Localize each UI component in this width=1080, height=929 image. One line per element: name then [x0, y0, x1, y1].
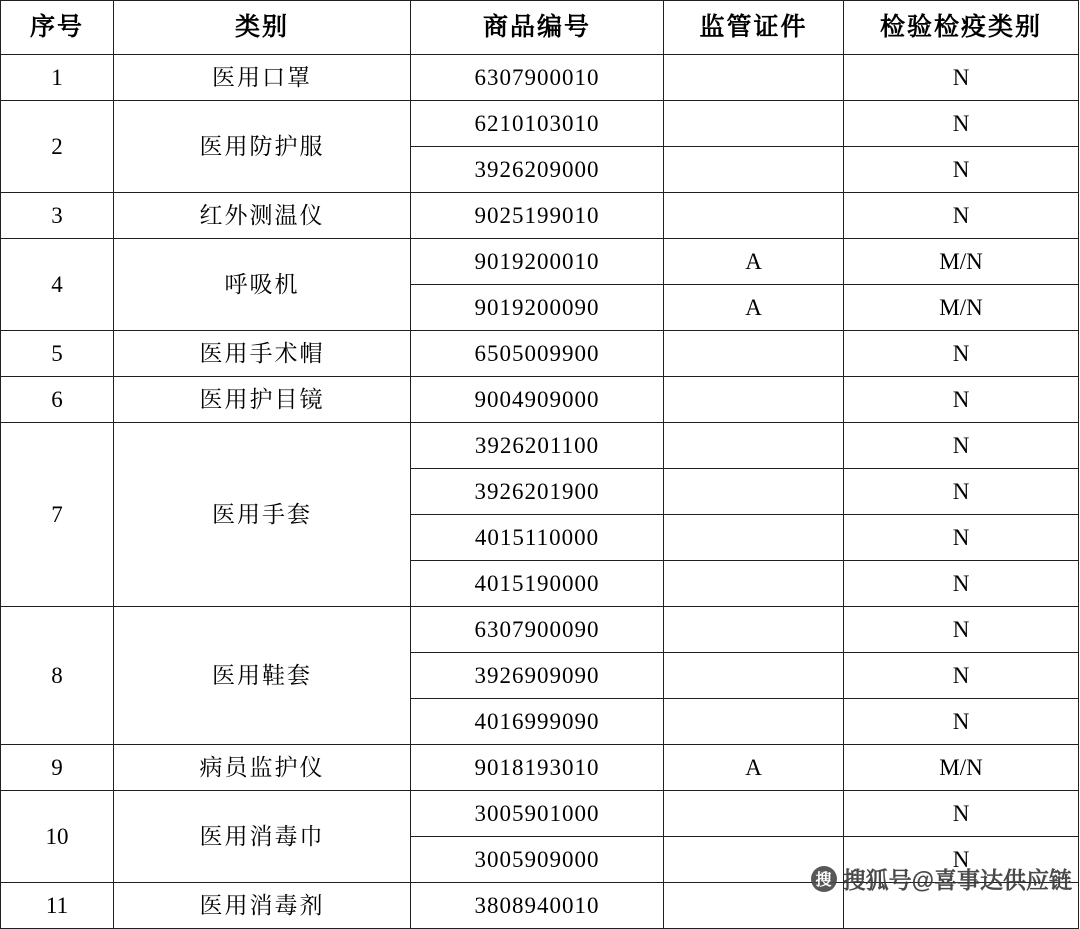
cell-seq: 1 — [1, 55, 114, 101]
cell-code: 3926909090 — [411, 653, 664, 699]
cell-category: 红外测温仪 — [114, 193, 411, 239]
cell-certificate — [664, 515, 844, 561]
cell-code: 3808940010 — [411, 883, 664, 929]
cell-category: 医用手套 — [114, 423, 411, 607]
cell-certificate — [664, 469, 844, 515]
cell-inspection: N — [844, 561, 1079, 607]
cell-code: 4016999090 — [411, 699, 664, 745]
cell-seq: 4 — [1, 239, 114, 331]
cell-seq: 3 — [1, 193, 114, 239]
cell-inspection: M/N — [844, 285, 1079, 331]
cell-certificate — [664, 883, 844, 929]
table-row — [1, 745, 1079, 791]
cell-certificate: A — [664, 239, 844, 285]
table-row — [1, 331, 1079, 377]
cell-code: 9004909000 — [411, 377, 664, 423]
cell-certificate: A — [664, 285, 844, 331]
cell-seq: 8 — [1, 607, 114, 745]
cell-code: 4015110000 — [411, 515, 664, 561]
cell-certificate — [664, 653, 844, 699]
cell-seq: 6 — [1, 377, 114, 423]
cell-seq: 9 — [1, 745, 114, 791]
table-row — [1, 883, 1079, 929]
cell-seq: 5 — [1, 331, 114, 377]
column-header-certificate: 监管证件 — [664, 1, 844, 55]
cell-inspection: N — [844, 469, 1079, 515]
cell-seq: 11 — [1, 883, 114, 929]
cell-code: 4015190000 — [411, 561, 664, 607]
cell-category: 呼吸机 — [114, 239, 411, 331]
cell-code: 3005901000 — [411, 791, 664, 837]
table-header — [1, 1, 1079, 55]
watermark-text: 搜狐号@喜事达供应链 — [842, 867, 1072, 893]
cell-seq: 7 — [1, 423, 114, 607]
sohu-logo-icon: 搜 — [811, 866, 837, 892]
cell-code: 9019200090 — [411, 285, 664, 331]
table-row — [1, 607, 1079, 653]
cell-code: 9018193010 — [411, 745, 664, 791]
cell-certificate — [664, 561, 844, 607]
cell-inspection: N — [844, 607, 1079, 653]
cell-code: 9019200010 — [411, 239, 664, 285]
cell-category: 医用消毒剂 — [114, 883, 411, 929]
cell-inspection: N — [844, 331, 1079, 377]
cell-certificate — [664, 147, 844, 193]
cell-code: 6307900010 — [411, 55, 664, 101]
cell-inspection: N — [844, 101, 1079, 147]
cell-code: 3926201100 — [411, 423, 664, 469]
cell-code: 6307900090 — [411, 607, 664, 653]
cell-certificate — [664, 377, 844, 423]
table-row — [1, 423, 1079, 469]
cell-category: 医用消毒巾 — [114, 791, 411, 883]
cell-code: 6505009900 — [411, 331, 664, 377]
cell-inspection: N — [844, 653, 1079, 699]
cell-certificate — [664, 193, 844, 239]
table-row — [1, 193, 1079, 239]
cell-certificate — [664, 607, 844, 653]
cell-inspection: N — [844, 837, 1079, 883]
cell-certificate: A — [664, 745, 844, 791]
cell-category: 医用口罩 — [114, 55, 411, 101]
cell-code: 3926209000 — [411, 147, 664, 193]
table-row — [1, 239, 1079, 285]
cell-inspection — [844, 883, 1079, 929]
cell-inspection: N — [844, 791, 1079, 837]
cell-inspection: M/N — [844, 239, 1079, 285]
cell-inspection: N — [844, 193, 1079, 239]
cell-certificate — [664, 331, 844, 377]
cell-category: 医用防护服 — [114, 101, 411, 193]
table-row — [1, 101, 1079, 147]
table-header-row — [1, 1, 1079, 55]
cell-certificate — [664, 699, 844, 745]
cell-inspection: N — [844, 515, 1079, 561]
column-header-code: 商品编号 — [411, 1, 664, 55]
cell-code: 6210103010 — [411, 101, 664, 147]
cell-category: 病员监护仪 — [114, 745, 411, 791]
column-header-seq: 序号 — [1, 1, 114, 55]
cell-code: 9025199010 — [411, 193, 664, 239]
cell-code: 3926201900 — [411, 469, 664, 515]
cell-inspection: N — [844, 55, 1079, 101]
cell-inspection: N — [844, 377, 1079, 423]
cell-category: 医用鞋套 — [114, 607, 411, 745]
cell-inspection: N — [844, 147, 1079, 193]
cell-category: 医用护目镜 — [114, 377, 411, 423]
cell-certificate — [664, 837, 844, 883]
cell-seq: 2 — [1, 101, 114, 193]
table-row — [1, 55, 1079, 101]
cell-certificate — [664, 55, 844, 101]
column-header-category: 类别 — [114, 1, 411, 55]
table-row — [1, 377, 1079, 423]
cell-category: 医用手术帽 — [114, 331, 411, 377]
cell-inspection: N — [844, 699, 1079, 745]
cell-code: 3005909000 — [411, 837, 664, 883]
cell-certificate — [664, 423, 844, 469]
cell-inspection: M/N — [844, 745, 1079, 791]
table-body — [1, 55, 1079, 929]
cell-seq: 10 — [1, 791, 114, 883]
cell-inspection: N — [844, 423, 1079, 469]
cell-certificate — [664, 101, 844, 147]
column-header-inspection: 检验检疫类别 — [844, 1, 1079, 55]
cell-certificate — [664, 791, 844, 837]
table-row — [1, 791, 1079, 837]
